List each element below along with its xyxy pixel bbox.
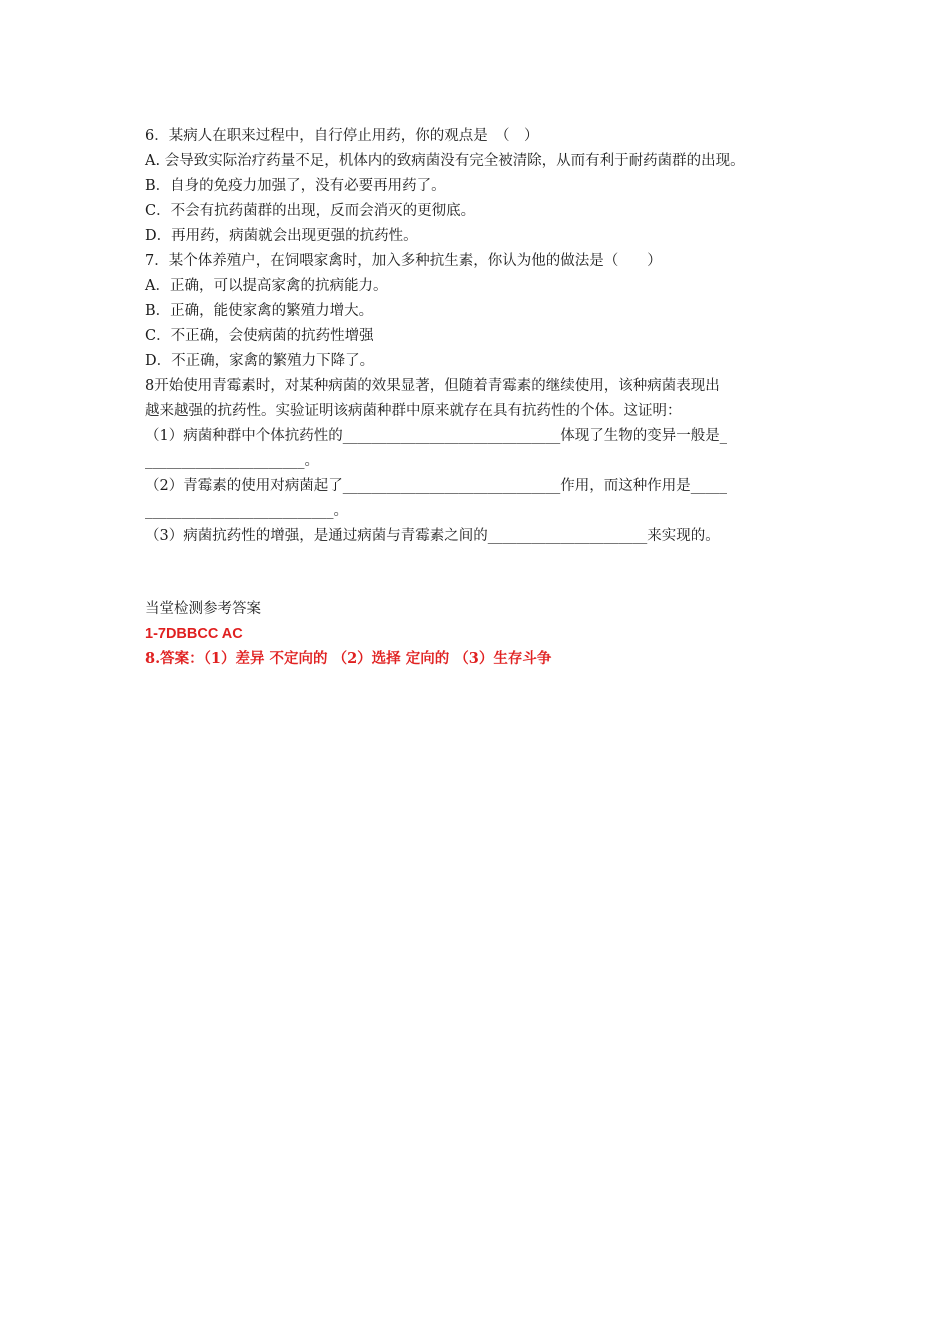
q8-part2-line2: __________________________。: [145, 503, 348, 519]
q7-option-a: A．正确，可以提高家禽的抗病能力。: [145, 278, 388, 294]
q6-option-a: A. 会导致实际治疗药量不足，机体内的致病菌没有完全被清除，从而有利于耐药菌群的出现。: [145, 153, 745, 169]
q6-option-d: D．再用药，病菌就会出现更强的抗药性。: [145, 228, 418, 244]
answers-line1: 1-7DBBCC AC: [145, 626, 243, 642]
q8-part2-line1: （2）青霉素的使用对病菌起了______________________________作用，而这种作用是_____: [145, 478, 727, 494]
q8-part3: （3）病菌抗药性的增强，是通过病菌与青霉素之间的______________________来实现的。: [145, 528, 720, 544]
q7-stem: 7．某个体养殖户，在饲喂家禽时，加入多种抗生素，你认为他的做法是（ ）: [145, 253, 662, 269]
q6-option-c: C．不会有抗药菌群的出现，反而会消灭的更彻底。: [145, 203, 476, 219]
q7-option-c: C．不正确，会使病菌的抗药性增强: [145, 328, 374, 344]
q8-stem-line1: 8开始使用青霉素时，对某种病菌的效果显著，但随着青霉素的继续使用，该种病菌表现出: [145, 378, 720, 394]
q6-stem: 6．某病人在职来过程中，自行停止用药，你的观点是 （ ）: [145, 128, 539, 144]
answers-heading: 当堂检测参考答案: [145, 601, 261, 617]
q8-part1-line1: （1）病菌种群中个体抗药性的______________________________体现了生物的变异一般是_: [145, 428, 727, 444]
q7-option-d: D．不正确，家禽的繁殖力下降了。: [145, 353, 375, 369]
answers-line2: 8.答案：（1）差异 不定向的 （2）选择 定向的 （3）生存斗争: [145, 650, 552, 667]
q8-part1-line2: ______________________。: [145, 453, 319, 469]
q8-stem-line2: 越来越强的抗药性。实验证明该病菌种群中原来就存在具有抗药性的个体。这证明：: [145, 403, 682, 419]
q6-option-b: B．自身的免疫力加强了，没有必要再用药了。: [145, 178, 446, 194]
q7-option-b: B．正确，能使家禽的繁殖力增大。: [145, 303, 374, 319]
